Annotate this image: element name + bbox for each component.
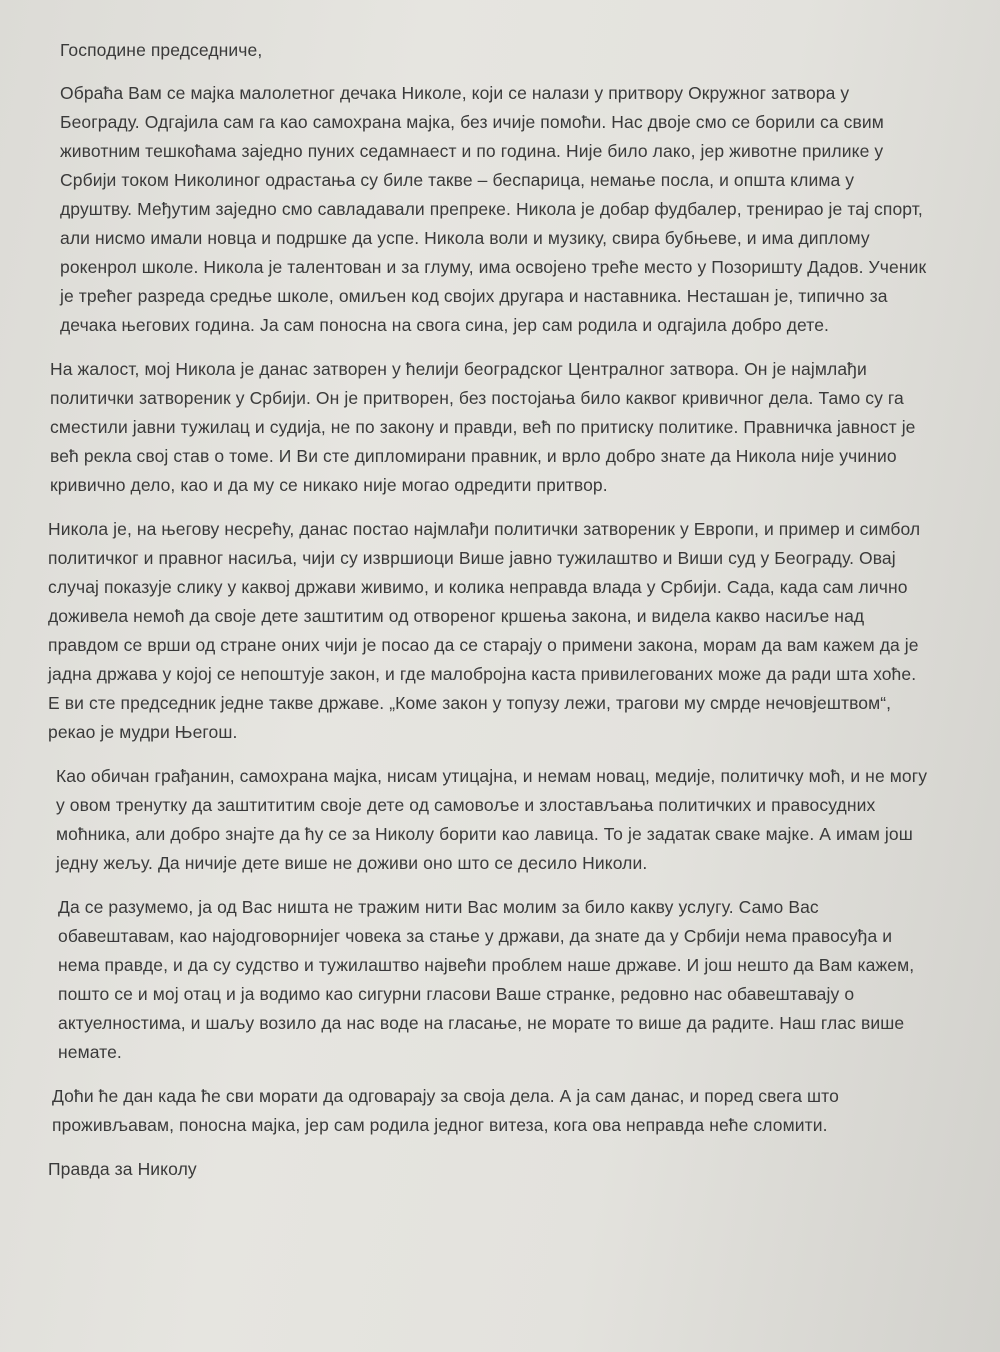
letter-paragraph-5: Да се разумемо, ја од Вас ништа не тражим нити Вас молим за било какву услугу. Само Вас обавештавам, као најодговорнијег човека за стање у држави, да знате да у Србији нема правосуђа и нема правде, и да су судство и тужилаштво највећи проблем наше државе. И још нешто да Вам кажем, пошто се и мој отац и ја водимо као сигурни гласови Ваше странке, редовно нас обавештавају о актуелностима, и шаљу возило да нас воде на гласање, не морате то више да радите. Наш глас више немате. <box>58 897 915 1062</box>
letter-paragraph-2: На жалост, мој Никола је данас затворен у ћелији београдског Централног затвора. Он је најмлађи политички затвореник у Србији. Он је притворен, без постојања било каквог кривичног дела. Тамо су га сместили јавни тужилац и судија, не по закону и правди, већ по притиску политике. Правничка јавност је већ рекла свој став о томе. И Ви сте дипломирани правник, и врло добро знате да Никола није учинио кривично дело, као и да му се никако није могао одредити притвор. <box>50 359 916 495</box>
letter-closing: Правда за Николу <box>48 1159 197 1179</box>
letter-paragraph-6: Доћи ће дан када ће сви морати да одговарају за своја дела. А ја сам данас, и поред свега што проживљавам, поносна мајка, јер сам родила једног витеза, кога ова неправда неће сломити. <box>52 1086 839 1135</box>
letter-greeting: Господине председниче, <box>60 40 263 60</box>
letter-paragraph-1: Обраћа Вам се мајка малолетног дечака Николе, који се налази у притвору Окружног затвора у Београду. Одгајила сам га као самохрана мајка, без ичије помоћи. Нас двоје смо се борили са свим животним тешкоћама заједно пуних седамнаест и по година. Није било лако, јер животне прилике у Србији током Николиног одрастања су биле такве – беспарица, немање посла, и општа клима у друштву. Међутим заједно смо савладавали препреке. Никола је добар фудбалер, тренирао је тај спорт, али нисмо имали новца и подршке да успе. Никола воли и музику, свира бубњеве, и има диплому рокенрол школе. Никола је талентован и за глуму, има освојено треће место у Позоришту Дадов. Ученик је трећег разреда средње школе, омиљен код својих другара и наставника. Несташан је, типично за дечака његових година. Ја сам поносна на свога сина, јер сам родила и одгајила добро дете. <box>60 83 927 335</box>
letter-paragraph-3: Никола је, на његову несрећу, данас постао најмлађи политички затвореник у Европи, и пример и симбол политичког и правног насиља, чији су извршиоци Више јавно тужилаштво и Виши суд у Београду. Овај случај показује слику у каквој држави живимо, и колика неправда влада у Србији. Сада, када сам лично доживела немоћ да своје дете заштитим од отвореног кршења закона, и видела какво насиље над правдом се врши од стране оних чији је посао да се старају о примени закона, морам да вам кажем да је јадна држава у којој се непоштује закон, и где малобројна каста привилегованих може да ради шта хоће. Е ви сте председник једне такве државе. „Коме закон у топузу лежи, трагови му смрде нечовјештвом“, рекао је мудри Његош. <box>48 519 921 742</box>
letter-body <box>48 36 928 1184</box>
letter-paragraph-4: Као обичан грађанин, самохрана мајка, нисам утицајна, и немам новац, медије, политичку моћ, и не могу у овом тренутку да заштититим своје дете од самовоље и злостављања политичких и правосудних моћника, али добро знајте да ћу се за Николу борити као лавица. То је задатак сваке мајке. А имам још једну жељу. Да ничије дете више не доживи оно што се десило Николи. <box>56 766 928 873</box>
